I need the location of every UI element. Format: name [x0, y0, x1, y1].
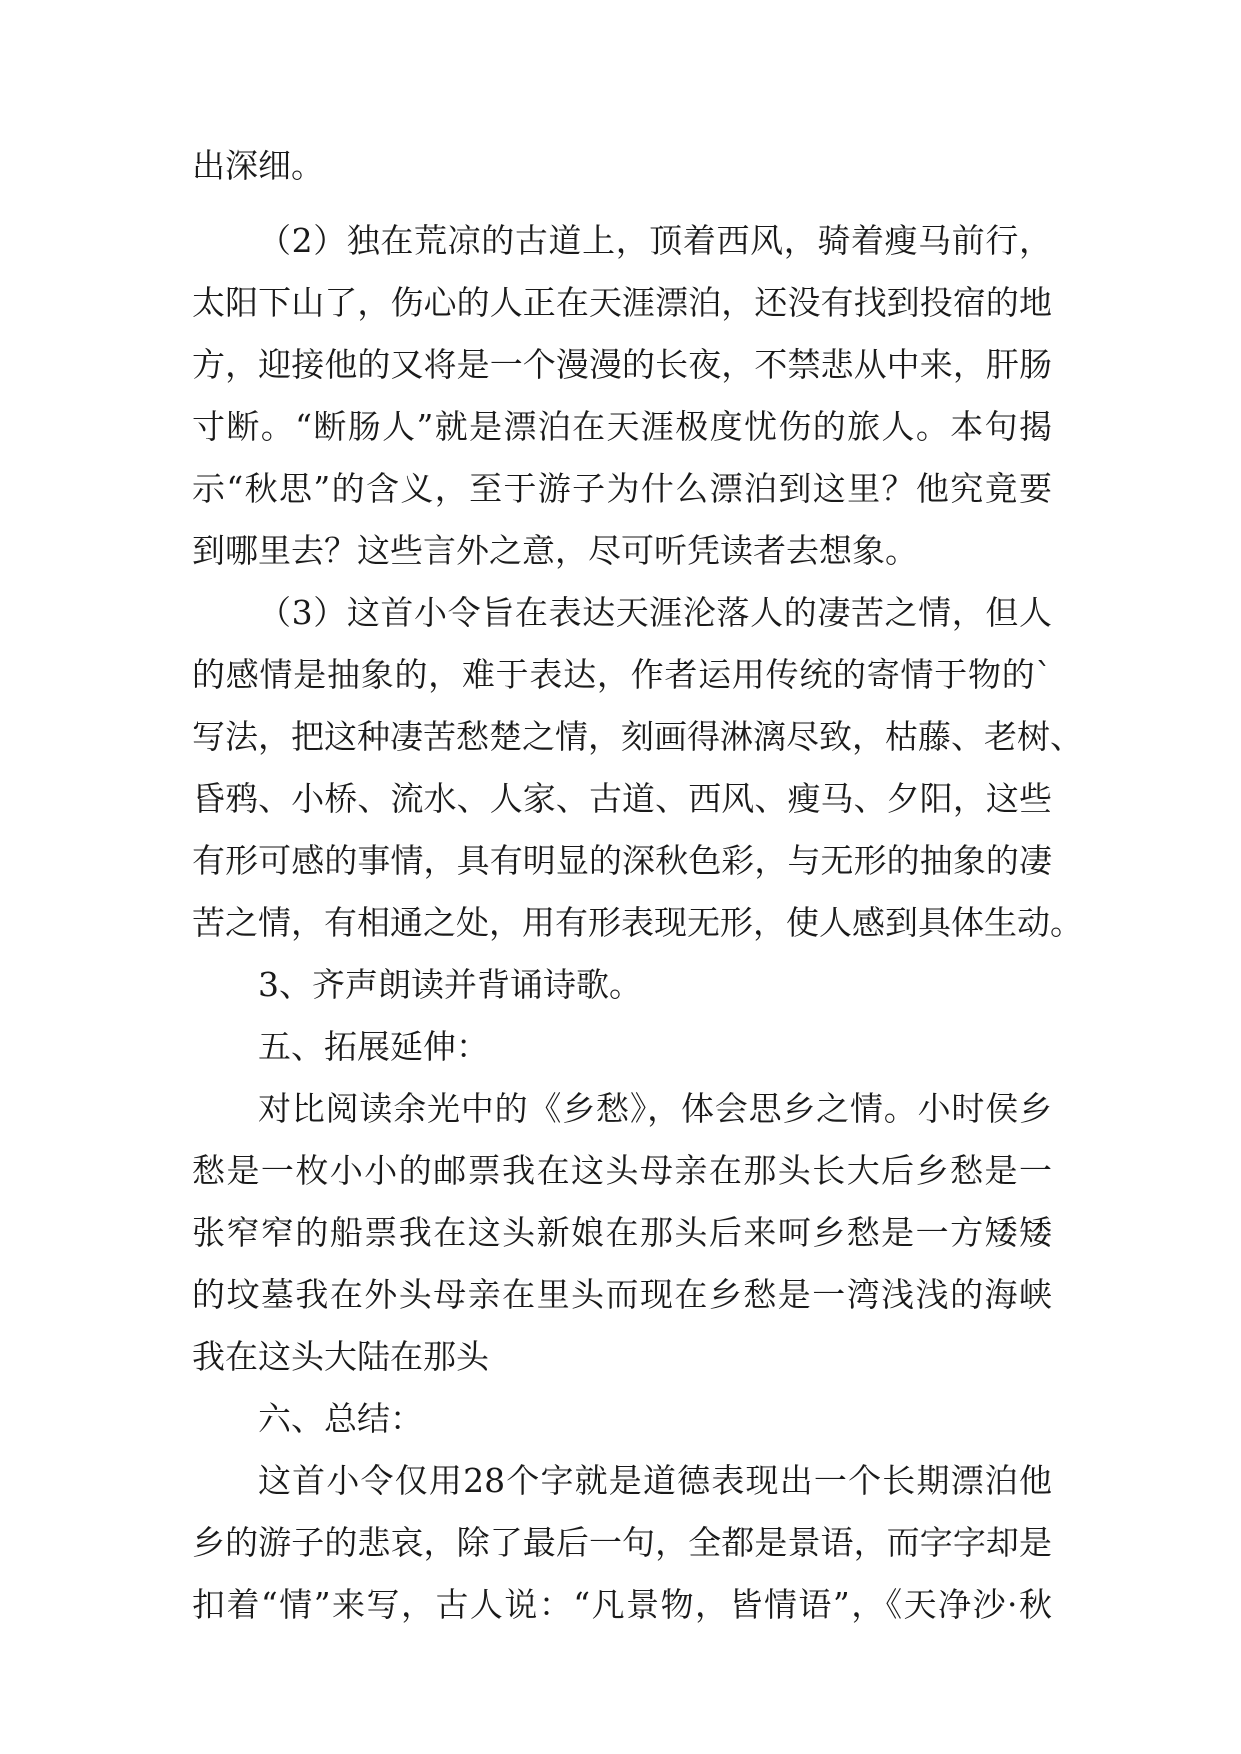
text-line: 的感情是抽象的，难于表达，作者运用传统的寄情于物的`: [192, 655, 1052, 694]
section-heading: 六、总结：: [258, 1399, 423, 1438]
text-line: 出深细。: [192, 146, 324, 185]
text-line: 这首小令仅用28个字就是道德表现出一个长期漂泊他: [258, 1461, 1052, 1500]
text-line: 对比阅读余光中的《乡愁》，体会思乡之情。小时侯乡: [258, 1089, 1052, 1128]
text-line: （3）这首小令旨在表达天涯沦落人的凄苦之情，但人: [258, 593, 1052, 632]
text-line: 到哪里去？这些言外之意，尽可听凭读者去想象。: [192, 531, 918, 570]
text-line: 愁是一枚小小的邮票我在这头母亲在那头长大后乡愁是一: [192, 1151, 1052, 1190]
text-line: 苦之情，有相通之处，用有形表现无形，使人感到具体生动。: [192, 903, 1083, 942]
text-line: 太阳下山了，伤心的人正在天涯漂泊，还没有找到投宿的地: [192, 283, 1052, 322]
text-line: （2）独在荒凉的古道上，顶着西风，骑着瘦马前行，: [258, 221, 1052, 260]
text-line: 扣着“情”来写，古人说：“凡景物，皆情语”，《天净沙·秋: [192, 1585, 1052, 1624]
text-line: 我在这头大陆在那头: [192, 1337, 489, 1376]
text-line: 昏鸦、小桥、流水、人家、古道、西风、瘦马、夕阳，这些: [192, 779, 1052, 818]
text-line: 乡的游子的悲哀，除了最后一句，全都是景语，而字字却是: [192, 1523, 1052, 1562]
section-heading: 五、拓展延伸：: [258, 1027, 489, 1066]
text-line: 3、齐声朗读并背诵诗歌。: [258, 965, 642, 1004]
text-line: 示“秋思”的含义，至于游子为什么漂泊到这里？他究竟要: [192, 469, 1052, 508]
text-line: 寸断。“断肠人”就是漂泊在天涯极度忧伤的旅人。本句揭: [192, 407, 1052, 446]
text-line: 方，迎接他的又将是一个漫漫的长夜，不禁悲从中来，肝肠: [192, 345, 1052, 384]
text-line: 的坟墓我在外头母亲在里头而现在乡愁是一湾浅浅的海峡: [192, 1275, 1052, 1314]
text-line: 张窄窄的船票我在这头新娘在那头后来呵乡愁是一方矮矮: [192, 1213, 1052, 1252]
text-line: 写法，把这种凄苦愁楚之情，刻画得淋漓尽致，枯藤、老树、: [192, 717, 1083, 756]
text-line: 有形可感的事情，具有明显的深秋色彩，与无形的抽象的凄: [192, 841, 1052, 880]
